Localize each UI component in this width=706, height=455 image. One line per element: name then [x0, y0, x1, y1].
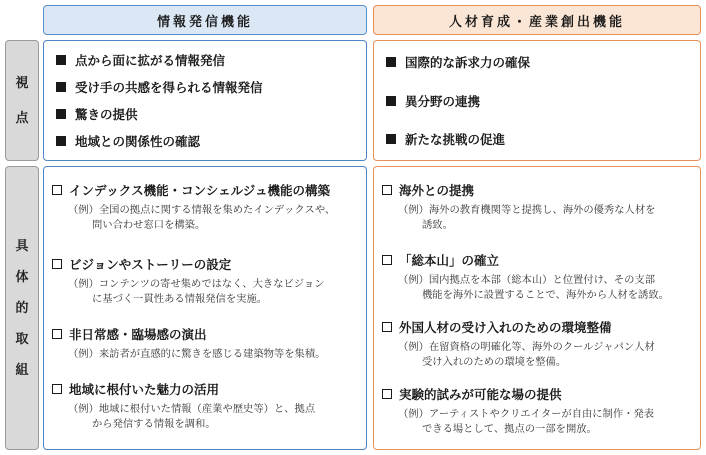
side-char: 組 — [15, 362, 29, 378]
square-bullet-icon — [56, 55, 66, 65]
initiative-example-cont: 問い合わせ窓口を構築。 — [92, 219, 206, 231]
list-item — [52, 255, 362, 307]
initiative-example-cont: 受け入れのための環境を整備。 — [422, 356, 567, 368]
list-item — [382, 318, 696, 370]
list-item: 国際的な訴求力の確保 — [386, 53, 694, 71]
side-char: 取 — [15, 331, 29, 347]
side-char: 具 — [15, 238, 29, 254]
initiative-title: 「総本山」の確立 — [399, 253, 500, 268]
side-char: 的 — [15, 300, 29, 316]
initiative-example: （例）全国の拠点に関する情報を集めたインデックスや、 — [68, 204, 336, 216]
square-bullet-icon — [386, 57, 396, 67]
viewpoint-hr-box — [373, 40, 701, 161]
initiative-title: 地域に根付いた魅力の活用 — [69, 382, 220, 397]
initiative-example: （例）来訪者が直感的に驚きを感じる建築物等を集積。 — [68, 348, 326, 360]
square-bullet-icon — [56, 109, 66, 119]
list-item: 異分野の連携 — [386, 92, 694, 110]
checkbox-icon — [382, 255, 392, 265]
square-bullet-icon — [386, 96, 396, 106]
initiative-title: 非日常感・臨場感の演出 — [69, 327, 207, 342]
initiative-example-cont: 機能を海外に設置することで、海外から人材を誘致。 — [422, 289, 669, 301]
side-label-viewpoint — [5, 40, 39, 161]
square-bullet-icon — [386, 134, 396, 144]
header-hr-function — [373, 5, 701, 35]
initiative-example: （例）アーティストやクリエイターが自由に制作・発表 — [398, 408, 655, 420]
initiatives-hr-box — [373, 166, 701, 450]
initiative-example: （例）国内拠点を本部（総本山）と位置付け、その支部 — [398, 274, 656, 286]
header-hr-label: 人材育成・産業創出機能 — [448, 14, 625, 30]
list-item — [52, 325, 362, 362]
checkbox-icon — [52, 384, 62, 394]
checkbox-icon — [52, 185, 62, 195]
list-item: 点から面に拡がる情報発信 — [56, 51, 360, 69]
list-item — [52, 181, 362, 233]
header-info-label: 情報発信機能 — [156, 14, 253, 30]
list-item — [52, 380, 362, 432]
initiative-title: 海外との提携 — [399, 183, 475, 198]
list-item: 地域との関係性の確認 — [56, 132, 360, 150]
list-item: 新たな挑戦の促進 — [386, 130, 694, 148]
viewpoint-info-box — [43, 40, 367, 161]
list-item: 驚きの提供 — [56, 105, 360, 123]
initiatives-info-box — [43, 166, 367, 450]
initiative-example: （例）コンテンツの寄せ集めではなく、大きなビジョン — [68, 278, 325, 290]
initiative-example: （例）地域に根付いた情報（産業や歴史等）と、拠点 — [68, 403, 316, 415]
checkbox-icon — [382, 322, 392, 332]
initiative-example-cont: できる場として、拠点の一部を開放。 — [422, 423, 597, 435]
side-char: 視 — [15, 75, 29, 91]
initiative-example: （例）在留資格の明確化等、海外のクールジャパン人材 — [398, 341, 655, 353]
checkbox-icon — [382, 185, 392, 195]
side-char: 体 — [15, 269, 29, 285]
square-bullet-icon — [56, 82, 66, 92]
list-item — [382, 385, 696, 437]
initiative-title: 外国人材の受け入れのための環境整備 — [399, 320, 612, 335]
side-label-initiatives — [5, 166, 39, 450]
header-info-function — [43, 5, 367, 35]
initiative-example: （例）海外の教育機関等と提携し、海外の優秀な人材を — [398, 204, 656, 216]
initiative-title: インデックス機能・コンシェルジュ機能の構築 — [69, 183, 331, 198]
initiative-example-cont: 誘致。 — [422, 219, 453, 231]
initiative-example-cont: から発信する情報を調和。 — [92, 418, 216, 430]
list-item — [382, 251, 696, 303]
checkbox-icon — [52, 329, 62, 339]
checkbox-icon — [382, 389, 392, 399]
checkbox-icon — [52, 259, 62, 269]
initiative-title: ビジョンやストーリーの設定 — [69, 257, 232, 272]
list-item: 受け手の共感を得られる情報発信 — [56, 78, 360, 96]
square-bullet-icon — [56, 136, 66, 146]
initiative-example-cont: に基づく一貫性ある情報発信を実施。 — [92, 293, 268, 305]
initiative-title: 実験的試みが可能な場の提供 — [399, 387, 562, 402]
list-item — [382, 181, 696, 233]
side-char: 点 — [15, 110, 29, 126]
